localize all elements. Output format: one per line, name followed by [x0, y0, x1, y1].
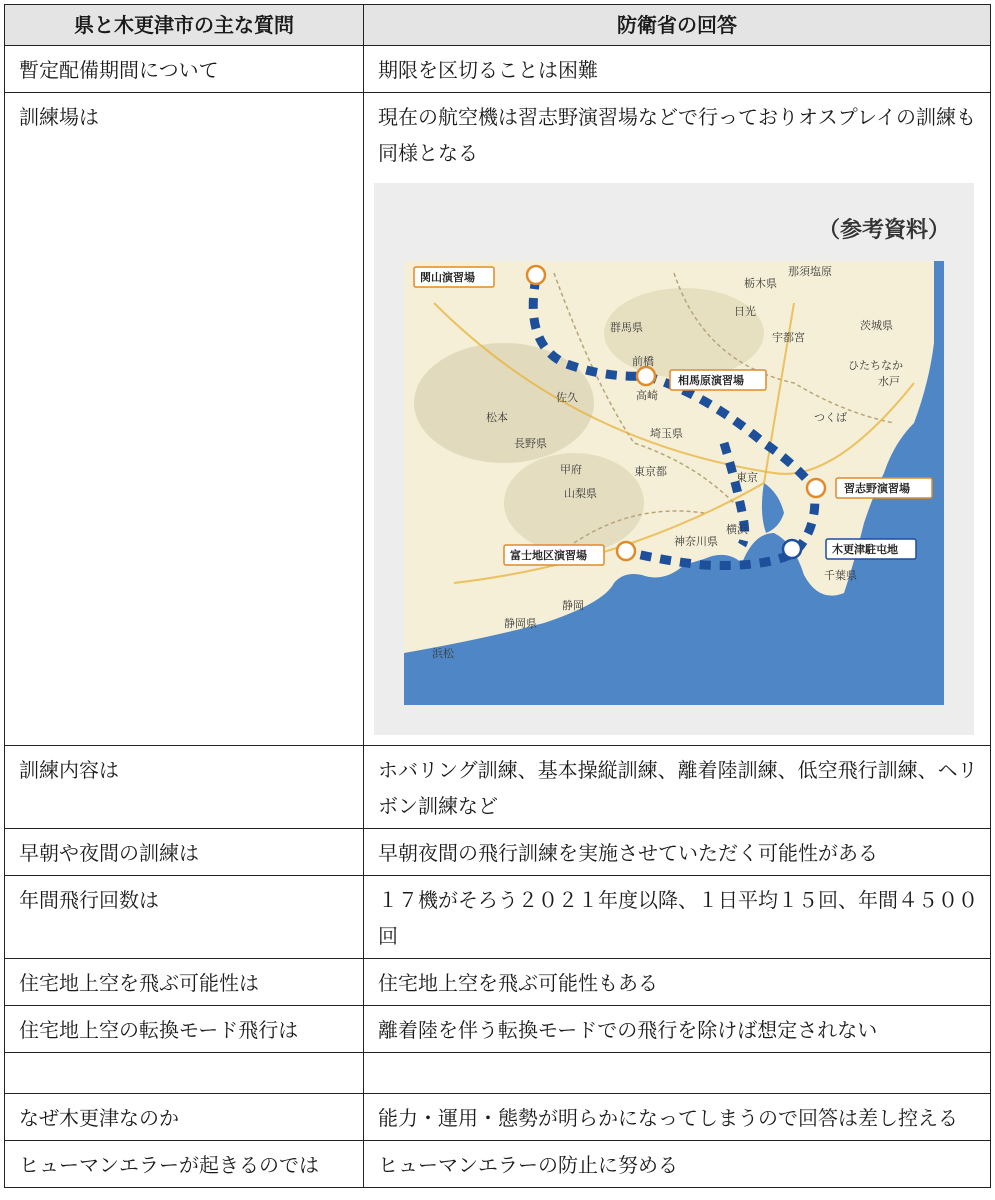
place-label: 宇都宮	[772, 331, 805, 344]
question-cell: なぜ木更津なのか	[5, 1094, 364, 1141]
question-cell: 住宅地上空を飛ぶ可能性は	[5, 959, 364, 1006]
place-label: ひたちなか	[848, 359, 903, 372]
place-label: 横浜	[726, 523, 748, 536]
question-cell: ヒューマンエラーが起きるのでは	[5, 1141, 364, 1188]
answer-cell: ホバリング訓練、基本操縦訓練、離着陸訓練、低空飛行訓練、ヘリボン訓練など	[364, 746, 991, 829]
question-cell: 訓練場は	[5, 93, 364, 746]
answer-cell: 早朝夜間の飛行訓練を実施させていただく可能性がある	[364, 829, 991, 876]
marker-fuji	[617, 542, 635, 560]
marker-narashino	[807, 479, 825, 497]
marker-soumagahara	[637, 367, 655, 385]
answer-cell	[364, 93, 991, 746]
question-cell	[5, 1053, 364, 1094]
place-label: 千葉県	[824, 569, 857, 582]
marker-sekiyama	[527, 266, 545, 284]
place-label: 東京都	[634, 465, 667, 478]
table-row	[5, 876, 991, 959]
place-label: 栃木県	[744, 277, 777, 290]
place-label: 神奈川県	[674, 535, 718, 548]
table-row	[5, 746, 991, 829]
question-cell: 訓練内容は	[5, 746, 364, 829]
table-row	[5, 1094, 991, 1141]
table-row	[5, 93, 991, 746]
place-label: 静岡県	[504, 617, 537, 630]
place-label: 茨城県	[860, 319, 893, 332]
place-label: 埼玉県	[650, 427, 683, 440]
header-questions: 県と木更津市の主な質問	[5, 5, 364, 46]
marker-kisarazu	[783, 540, 801, 558]
map-graphic	[374, 183, 974, 735]
qa-table	[4, 4, 991, 1188]
place-label: 群馬県	[610, 321, 643, 334]
place-label: 甲府	[560, 463, 582, 476]
table-row	[5, 1141, 991, 1188]
place-label: 那須塩原	[788, 265, 832, 278]
reference-map	[374, 183, 974, 735]
table-row	[5, 46, 991, 93]
place-label: 佐久	[556, 391, 578, 404]
answer-text: 現在の航空機は習志野演習場などで行っておりオスプレイの訓練も同様となる	[378, 105, 976, 165]
answer-cell: ヒューマンエラーの防止に努める	[364, 1141, 991, 1188]
table-header-row	[5, 5, 991, 46]
table-row	[5, 829, 991, 876]
place-label: 前橋	[632, 355, 654, 368]
place-label: 高崎	[636, 389, 658, 402]
map-caption: （参考資料）	[817, 218, 950, 243]
answer-cell: 能力・運用・態勢が明らかになってしまうので回答は差し控える	[364, 1094, 991, 1141]
label-soumagahara: 相馬原演習場	[678, 374, 744, 387]
label-kisarazu: 木更津駐屯地	[832, 543, 898, 556]
place-label: 長野県	[514, 437, 547, 450]
place-label: 松本	[486, 411, 508, 424]
label-narashino: 習志野演習場	[844, 482, 910, 495]
place-label: 水戸	[878, 375, 900, 388]
question-cell: 住宅地上空の転換モード飛行は	[5, 1006, 364, 1053]
place-label: つくば	[814, 411, 847, 424]
question-cell: 年間飛行回数は	[5, 876, 364, 959]
question-cell: 早朝や夜間の訓練は	[5, 829, 364, 876]
label-fuji: 富士地区演習場	[510, 549, 587, 562]
place-label: 山梨県	[564, 487, 597, 500]
answer-cell: 住宅地上空を飛ぶ可能性もある	[364, 959, 991, 1006]
table-row	[5, 959, 991, 1006]
table-row-blank	[5, 1053, 991, 1094]
header-answers: 防衛省の回答	[364, 5, 991, 46]
place-label: 日光	[734, 305, 756, 318]
place-label: 静岡	[562, 599, 584, 612]
question-cell: 暫定配備期間について	[5, 46, 364, 93]
answer-cell: 離着陸を伴う転換モードでの飛行を除けば想定されない	[364, 1006, 991, 1053]
answer-cell: １７機がそろう２０２１年度以降、１日平均１５回、年間４５００回	[364, 876, 991, 959]
place-label: 浜松	[432, 647, 454, 660]
place-label: 東京	[736, 471, 758, 484]
label-sekiyama: 関山演習場	[420, 271, 475, 284]
answer-cell	[364, 1053, 991, 1094]
table-row	[5, 1006, 991, 1053]
answer-cell: 期限を区切ることは困難	[364, 46, 991, 93]
